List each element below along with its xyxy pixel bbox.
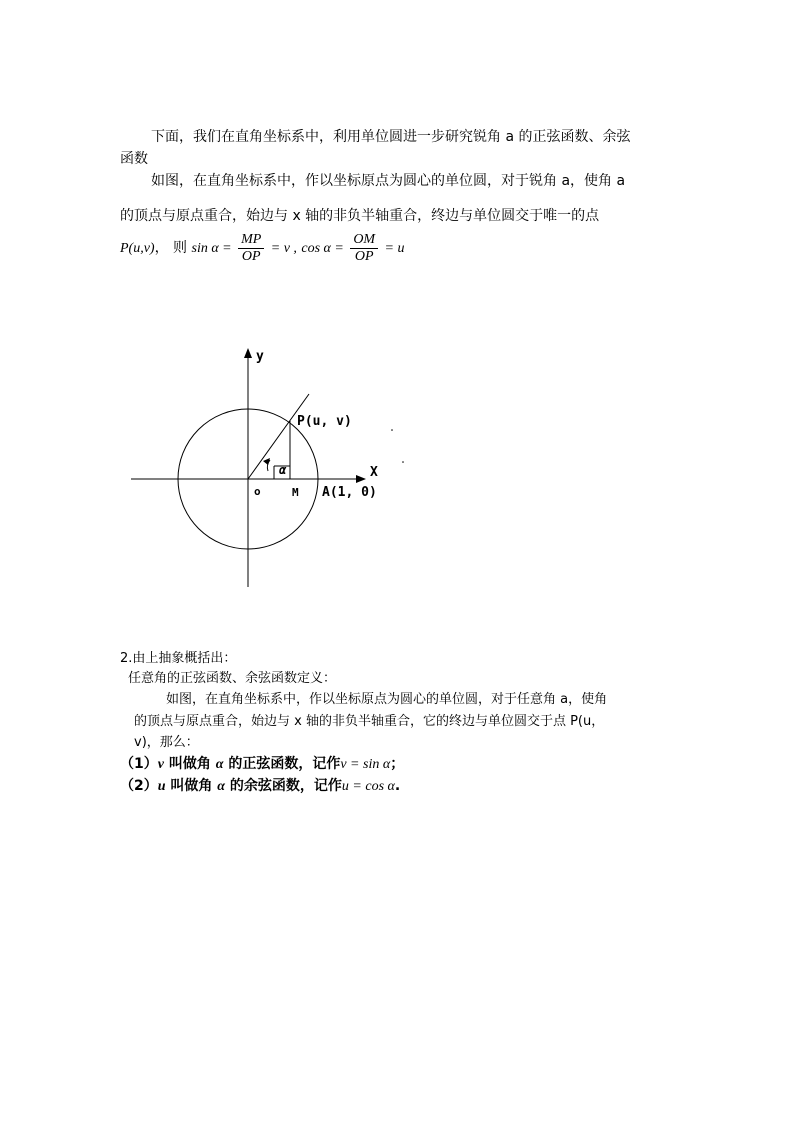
def1-prefix: （1） xyxy=(120,756,158,772)
def2-end: . xyxy=(394,778,401,794)
intro-line-3: 如图，在直角坐标系中，作以坐标原点为圆心的单位圆，对于锐角 a，使角 a xyxy=(151,173,626,189)
sin-denominator: OP xyxy=(241,248,261,264)
y-axis-arrow-icon xyxy=(244,348,252,358)
def1-end: ； xyxy=(390,756,405,772)
sin-numerator: MP xyxy=(238,232,264,249)
x-axis-arrow-icon xyxy=(356,475,366,483)
def1-text: 叫做角 xyxy=(163,756,216,772)
cos-denominator: OP xyxy=(354,248,374,264)
section2-para-2: 的顶点与原点重合，始边与 x 轴的非负半轴重合，它的终边与单位圆交于点 P(u， xyxy=(134,714,605,729)
def1-text2: 的正弦函数，记作 xyxy=(223,756,341,772)
definition-cosine xyxy=(120,777,400,796)
def2-alpha: α xyxy=(217,779,226,794)
def2-text: 叫做角 xyxy=(165,778,218,794)
def1-formula: v = sin α xyxy=(340,757,391,772)
def2-text2: 的余弦函数，记作 xyxy=(225,778,342,794)
section2-subheading: 任意角的正弦函数、余弦函数定义： xyxy=(128,671,337,686)
stray-dot-1 xyxy=(391,429,393,431)
intro-line-4: 的顶点与原点重合，始边与 x 轴的非负半轴重合，终边与单位圆交于唯一的点 xyxy=(120,208,600,224)
cos-label: cos α = xyxy=(301,241,344,256)
intro-line-1: 下面，我们在直角坐标系中，利用单位圆进一步研究锐角 a 的正弦函数、余弦 xyxy=(151,129,631,145)
eq-u: = u xyxy=(384,241,405,256)
eq-v: = v , xyxy=(270,241,297,256)
section2-para-1: 如图，在直角坐标系中，作以坐标原点为圆心的单位圆，对于任意角 a，使角 xyxy=(166,692,608,707)
section2-para-3: v)，那么： xyxy=(134,735,199,750)
def2-var: u xyxy=(157,779,166,794)
label-x: X xyxy=(370,465,378,480)
label-p: P(u, v) xyxy=(297,414,352,429)
angle-arc-arrow-icon xyxy=(263,458,270,465)
def1-var: v xyxy=(157,757,164,772)
definition-sine xyxy=(120,755,404,774)
sin-label: sin α = xyxy=(191,241,232,256)
label-m: M xyxy=(292,486,299,499)
label-y: y xyxy=(256,349,264,364)
label-a: A(1, 0) xyxy=(322,485,377,500)
section2-heading: 2.由上抽象概括出： xyxy=(120,651,237,666)
def2-prefix: （2） xyxy=(120,778,158,794)
stray-dot-2 xyxy=(402,461,404,463)
point-p: P(u,v) xyxy=(120,241,155,256)
formula-then: ， 则 xyxy=(154,240,188,256)
cos-numerator: OM xyxy=(350,232,378,249)
def1-alpha: α xyxy=(215,757,224,772)
def2-formula: u = cos α xyxy=(341,779,395,794)
label-o: o xyxy=(254,485,261,498)
label-alpha: α xyxy=(279,463,287,477)
intro-line-2: 函数 xyxy=(120,151,148,167)
